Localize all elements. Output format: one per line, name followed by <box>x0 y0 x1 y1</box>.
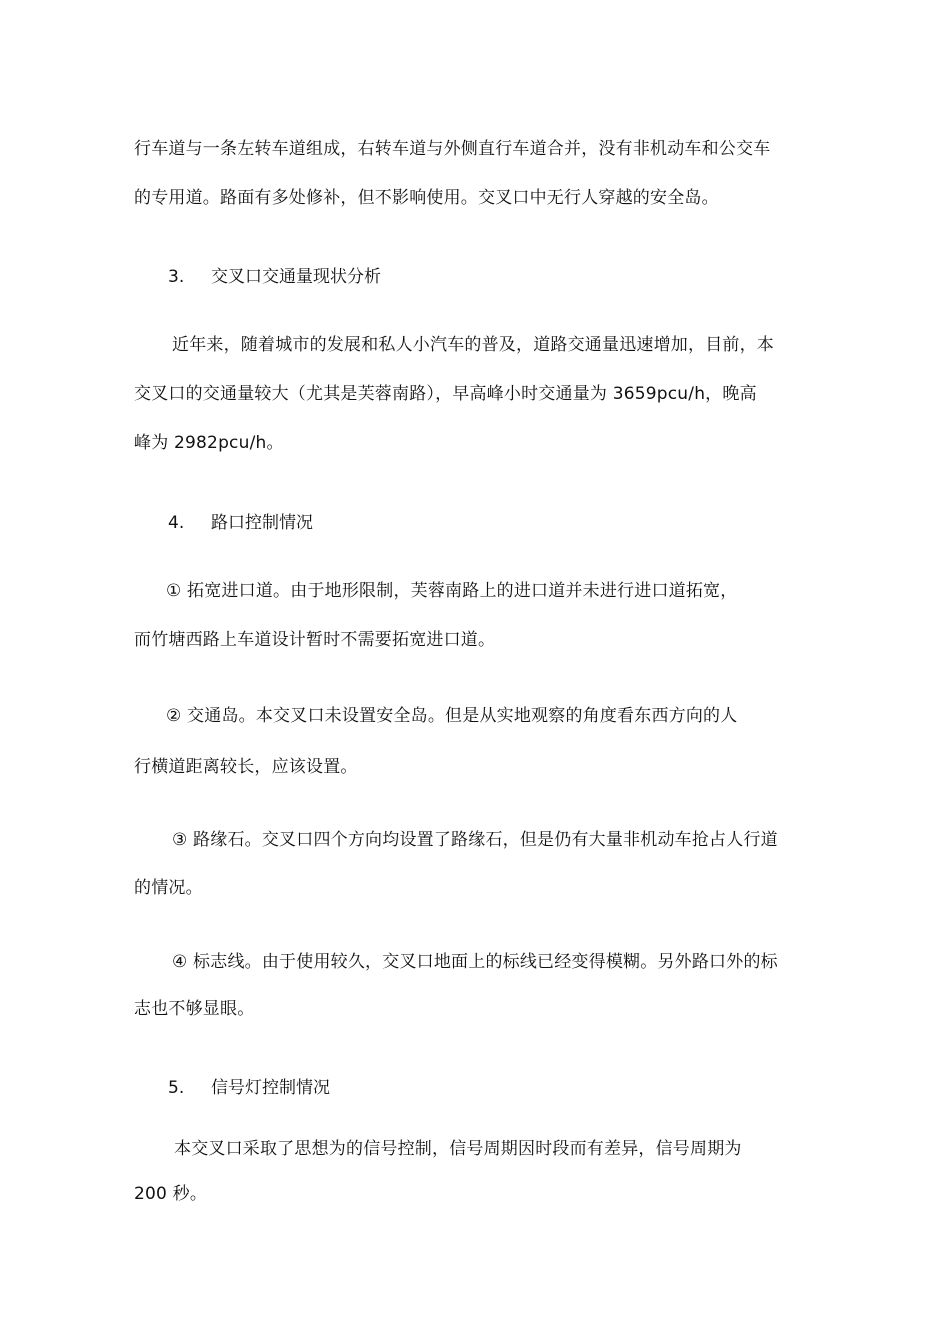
section-number: 3. <box>168 267 185 287</box>
section-4-item-4-line-1: ④ 标志线。由于使用较久，交叉口地面上的标线已经变得模糊。另外路口外的标 <box>172 952 778 972</box>
section-title: 交叉口交通量现状分析 <box>211 267 381 287</box>
section-4-item-1-line-2: 而竹塘西路上车道设计暂时不需要拓宽进口道。 <box>134 630 496 650</box>
section-4-item-1-line-1: ① 拓宽进口道。由于地形限制，芙蓉南路上的进口道并未进行进口道拓宽， <box>166 581 738 601</box>
section-4-item-3-line-2: 的情况。 <box>134 878 203 898</box>
section-3-para-line-1: 近年来，随着城市的发展和私人小汽车的普及，道路交通量迅速增加，目前，本 <box>172 335 774 355</box>
intro-line-2: 的专用道。路面有多处修补，但不影响使用。交叉口中无行人穿越的安全岛。 <box>134 188 719 208</box>
section-number: 4. <box>168 513 185 533</box>
section-4-item-4-line-2: 志也不够显眼。 <box>134 999 255 1019</box>
section-4-item-2-line-2: 行横道距离较长，应该设置。 <box>134 757 358 777</box>
section-4-item-3-line-1: ③ 路缘石。交叉口四个方向均设置了路缘石，但是仍有大量非机动车抢占人行道 <box>172 830 778 850</box>
section-5-para-line-2: 200 秒。 <box>134 1184 208 1204</box>
section-5-para-line-1: 本交叉口采取了思想为的信号控制，信号周期因时段而有差异，信号周期为 <box>174 1139 742 1159</box>
section-number: 5. <box>168 1078 185 1098</box>
section-title: 路口控制情况 <box>211 513 313 533</box>
section-3-para-line-2: 交叉口的交通量较大（尤其是芙蓉南路），早高峰小时交通量为 3659pcu/h，晚高 <box>134 384 757 404</box>
section-title: 信号灯控制情况 <box>211 1078 330 1098</box>
section-4-item-2-line-1: ② 交通岛。本交叉口未设置安全岛。但是从实地观察的角度看东西方向的人 <box>166 706 738 726</box>
section-3-para-line-3: 峰为 2982pcu/h。 <box>134 433 284 453</box>
intro-line-1: 行车道与一条左转车道组成，右转车道与外侧直行车道合并，没有非机动车和公交车 <box>134 139 771 159</box>
